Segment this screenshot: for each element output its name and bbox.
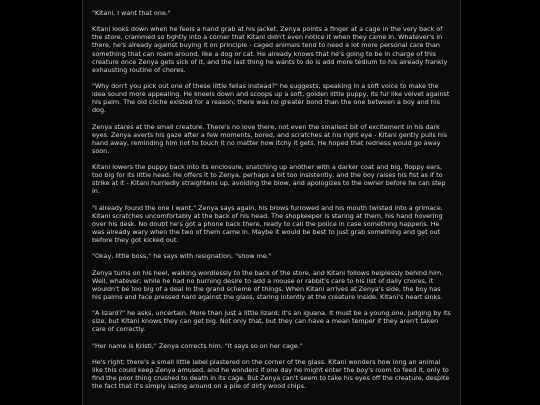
story-page: [82, 0, 461, 405]
paragraph-8: Zenya turns on his heel, walking wordlessly to the back of the store, and Kitani follows helplessly behind him. Well, whatever; while he had no burning desire to add a mouse or rabbit's care to his list of daily chores, it wouldn't be too big of a deal in the grand scheme of things. When Kitani arrives at Zenya's side, the boy has his palms and face pressed hard against the glass, staring intently at the creature inside. Kitani's heart sinks.: [92, 268, 444, 301]
paragraph-6: "I already found the one I want," Zenya says again, his brows furrowed and his mouth twisted into a grimace. Kitani scratches uncomfortably at the back of his head. The shopkeeper is staring at them, his hand hovering over his desk. No doubt he's got a phone back there, ready to call the police in case something happens. He was already wary when the two of them came in. Maybe it would be best to just grab something and get out before they got kicked out.: [92, 203, 443, 245]
paragraph-3: "Why don't you pick out one of these little fellas instead?" he suggests, speaking in a soft voice to make the idea sound more appealing. He kneels down and scoops up a soft, golden little puppy, its fur like velvet against his palm. The old cliche existed for a reason; there was no greater bond than the one between a boy and his dog.: [92, 82, 450, 115]
paragraph-2: Kitani looks down when he feels a hand grab at his jacket. Zenya points a finger at a cage in the very back of the store, crammed so tightly into a corner that Kitani didn't even notice it when they came in. Whatever's in there, he's already against buying it on principle - caged animals tend to need a lot more personal care than something that can roam around, like a dog or cat. He already knows that he's going to be in charge of this creature once Zenya gets sick of it, and the last thing he wants to do is add more tedium to his already frankly exhausting routine of chores.: [92, 25, 448, 74]
paragraph-11: He's right; there's a small little label plastered on the corner of the glass. Kitani wonders how long an animal like this could keep Zenya amused, and he wonders if one day he might enter the boy's room to feed it, only to find the poor thing crushed to death in its cage. But Zenya can't seem to take his eyes off the creature, despite the fact that it's simply lazing around on a pile of dirty wood chips.: [92, 357, 450, 391]
paragraph-4: Zenya stares at the small creature. There's no love there, not even the smallest bit of excitement in his dark eyes. Zenya averts his gaze after a few moments, bored, and scratches at his right eye - Kitani gently pulls his hand away, reminding him not to touch it no matter how itchy it gets. He hoped that redness would go away soon.: [92, 122, 448, 155]
paragraph-5: Kitani lowers the puppy back into its enclosure, snatching up another with a darker coat and big, floppy ears, too big for its little head. He offers it to Zenya, perhaps a bit too insistently, and the boy raises his fist as if to strike at it - Kitani hurriedly straightens up, avoiding the blow, and apologizes to the owner before he can step in.: [92, 163, 446, 196]
paragraph-10: "Her name is Kristi," Zenya corrects him. "It says so on her cage.": [92, 341, 303, 350]
paragraph-9: "A lizard?" he asks, uncertain. More than just a little lizard; it's an iguana. It must be a young one, judging by its size, but Kitani knows they can get big. Not only that, but they can have a mean temper if they aren't taken care of correctly.: [92, 309, 451, 334]
paragraph-1: "Kitani, I want that one.": [92, 9, 171, 17]
story-text: [83, 0, 460, 390]
paragraph-7: "Okay, little boss," he says with resignation, "show me.": [92, 252, 272, 261]
